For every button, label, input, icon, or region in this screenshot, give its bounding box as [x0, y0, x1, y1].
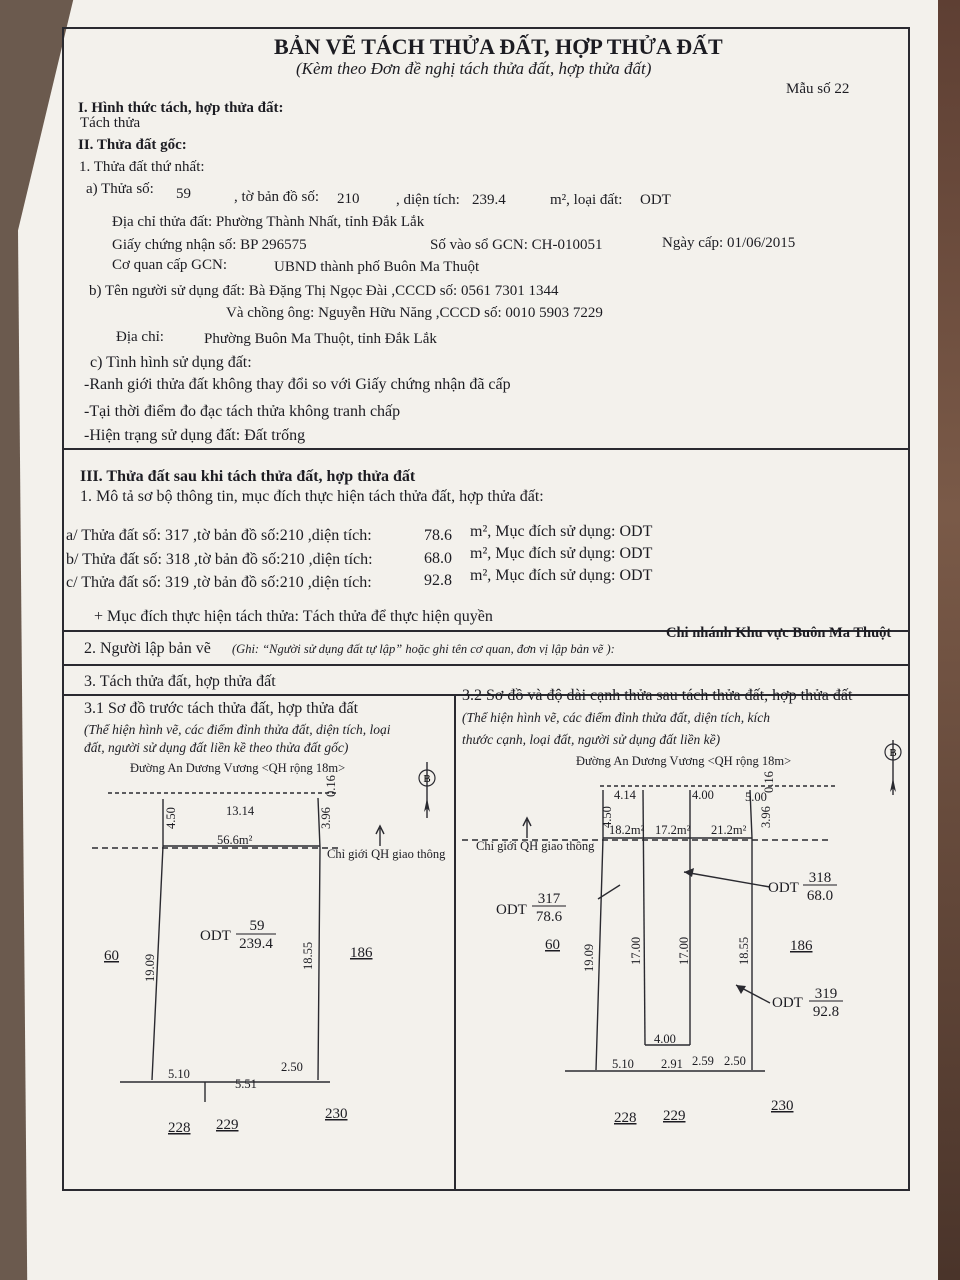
- parcel-317-number: 317: [537, 891, 561, 907]
- parcel-319-area: 92.8: [424, 572, 452, 589]
- strip-area-317: 18.2m²: [609, 823, 645, 837]
- north-label: B: [423, 773, 431, 785]
- sheet-no-label: , tờ bản đồ số:: [234, 189, 320, 205]
- parcel-no-label: a) Thửa số:: [86, 181, 154, 197]
- parcel-318-area: 68.0: [806, 888, 834, 904]
- parcel-319-line: c/ Thửa đất số: 319 ,tờ bản đồ số:210 ,diện tích:: [66, 574, 372, 591]
- top-edge-length: 13.14: [226, 804, 255, 818]
- south-318: 2.91: [661, 1057, 683, 1071]
- corner-offset: 0.16: [324, 775, 338, 797]
- parcel-no-value: 59: [176, 186, 191, 202]
- parcel-317-purpose: m², Mục đích sử dụng: ODT: [470, 523, 653, 540]
- strip-area: 56.6m²: [217, 833, 253, 847]
- drafter-name: Chi nhánh Khu vực Buôn Ma Thuột: [666, 625, 892, 641]
- inner-south-length: 4.00: [654, 1032, 676, 1046]
- owner-address: Phường Buôn Ma Thuột, tỉnh Đắk Lắk: [204, 331, 437, 347]
- issue-date: Ngày cấp: 01/06/2015: [662, 235, 796, 251]
- parcel-318-line: b/ Thửa đất số: 318 ,tờ bản đồ số:210 ,diện tích:: [66, 551, 373, 568]
- split-heading: 3. Tách thửa đất, hợp thửa đất: [84, 673, 276, 690]
- parcel-317-line: a/ Thửa đất số: 317 ,tờ bản đồ số:210 ,diện tích:: [66, 527, 372, 544]
- split-purpose: + Mục đích thực hiện tách thửa: Tách thửa để thực hiện quyền: [94, 608, 493, 625]
- neighbor-230: 230: [325, 1106, 348, 1122]
- odt-319: ODT: [772, 995, 803, 1011]
- parcel-317-area: 78.6: [424, 527, 452, 544]
- front-319: 5.00: [745, 790, 767, 804]
- right-panel-note-2: thước cạnh, loại đất, người sử dụng đất liền kề): [462, 732, 721, 747]
- parcel-318-area: 68.0: [424, 550, 452, 567]
- left-panel-note-2: đất, người sử dụng đất liền kề theo thửa đất gốc): [84, 740, 349, 755]
- parcel-319-area: 92.8: [812, 1004, 840, 1020]
- parcel-address: Địa chỉ thửa đất: Phường Thành Nhất, tỉnh Đắk Lắk: [112, 214, 425, 230]
- strip-depth-east: 3.96: [319, 807, 333, 829]
- south-edge-2: 5.51: [235, 1077, 257, 1091]
- usage-line-1: -Ranh giới thửa đất không thay đổi so với Giấy chứng nhận đã cấp: [84, 376, 511, 393]
- neighbor-230-right: 230: [771, 1098, 794, 1114]
- front-317: 4.14: [614, 788, 636, 802]
- north-label-right: B: [889, 747, 897, 759]
- parcel-317-area: 78.6: [535, 909, 563, 925]
- usage-line-3: -Hiện trạng sử dụng đất: Đất trống: [84, 427, 306, 444]
- section2-heading: II. Thửa đất gốc:: [78, 137, 187, 153]
- first-parcel-heading: 1. Thửa đất thứ nhất:: [79, 159, 205, 175]
- strip-area-318: 17.2m²: [655, 823, 691, 837]
- sheet-no-value: 210: [337, 191, 360, 207]
- parcel-319-east: [750, 790, 752, 1070]
- neighbor-228-right: 228: [614, 1110, 637, 1126]
- issuing-agency-label: Cơ quan cấp GCN:: [112, 257, 227, 273]
- west-edge-317: 19.09: [582, 943, 596, 972]
- owner-address-label: Địa chỉ:: [116, 329, 164, 345]
- strip-area-319: 21.2m²: [711, 823, 747, 837]
- area-value: 239.4: [472, 192, 506, 208]
- land-type-label: m², loại đất:: [550, 192, 623, 208]
- parcel-318-number: 318: [808, 870, 832, 886]
- section3-description: 1. Mô tả sơ bộ thông tin, mục đích thực hiện tách thửa đất, hợp thửa đất:: [80, 488, 544, 505]
- issuing-agency: UBND thành phố Buôn Ma Thuột: [274, 259, 480, 275]
- strip-depth-west: 4.50: [164, 807, 178, 829]
- usage-heading: c) Tình hình sử dụng đất:: [90, 354, 252, 371]
- certificate-book-number: Số vào sổ GCN: CH-010051: [430, 237, 603, 253]
- east-edge-length: 18.55: [301, 941, 315, 970]
- neighbor-186: 186: [350, 945, 373, 961]
- neighbor-229-right: 229: [663, 1108, 686, 1124]
- planning-boundary-label: Chỉ giới QH giao thông: [327, 847, 446, 861]
- usage-line-2: -Tại thời điểm đo đạc tách thửa không tranh chấp: [84, 403, 401, 420]
- section1-heading: I. Hình thức tách, hợp thửa đất:: [78, 100, 284, 116]
- section3-heading: III. Thửa đất sau khi tách thửa đất, hợp thửa đất: [80, 468, 416, 485]
- parcel-area: 239.4: [239, 936, 273, 952]
- drafter-label: 2. Người lập bản vẽ: [84, 640, 211, 657]
- neighbor-229: 229: [216, 1117, 239, 1133]
- road-label-right: Đường An Dương Vương <QH rộng 18m>: [576, 754, 792, 768]
- neighbor-186-right: 186: [790, 938, 813, 954]
- document-title: BẢN VẼ TÁCH THỬA ĐẤT, HỢP THỬA ĐẤT: [274, 34, 723, 59]
- south-edge-3: 2.50: [281, 1060, 303, 1074]
- south-edge-1: 5.10: [168, 1067, 190, 1081]
- south-319b: 2.50: [724, 1054, 746, 1068]
- right-panel-title: 3.2 Sơ đồ và độ dài cạnh thửa sau tách thửa đất, hợp thửa đất: [462, 687, 853, 704]
- planning-boundary-label-right: Chỉ giới QH giao thông: [476, 839, 595, 853]
- drafter-note: (Ghi: “Người sử dụng đất tự lập” hoặc ghi tên cơ quan, đơn vị lập bản vẽ ):: [232, 642, 615, 656]
- document-subtitle: (Kèm theo Đơn đề nghị tách thửa đất, hợp thửa đất): [296, 59, 652, 78]
- neighbor-60-right: 60: [545, 937, 560, 953]
- edge-318-319: 17.00: [677, 936, 691, 965]
- spouse-line: Và chồng ông: Nguyễn Hữu Năng ,CCCD số: 0010 5903 7229: [226, 305, 603, 321]
- strip-depth-east-right: 3.96: [759, 806, 773, 828]
- neighbor-228: 228: [168, 1120, 191, 1136]
- south-319a: 2.59: [692, 1054, 714, 1068]
- neighbor-60: 60: [104, 948, 119, 964]
- arrow-318: [684, 872, 770, 887]
- form-number: Mẫu số 22: [786, 81, 850, 97]
- land-user-line: b) Tên người sử dụng đất: Bà Đặng Thị Ngọc Đài ,CCCD số: 0561 7301 1344: [89, 283, 559, 299]
- area-label: , diện tích:: [396, 192, 460, 208]
- road-label: Đường An Dương Vương <QH rộng 18m>: [130, 761, 346, 775]
- west-edge-length: 19.09: [143, 953, 157, 982]
- odt-318: ODT: [768, 880, 799, 896]
- corner-offset-right: 0.16: [762, 771, 776, 793]
- left-panel-title: 3.1 Sơ đồ trước tách thửa đất, hợp thửa đất: [84, 700, 359, 717]
- parcel-319-number: 319: [814, 986, 838, 1002]
- parcel-318-purpose: m², Mục đích sử dụng: ODT: [470, 545, 653, 562]
- split-type-value: Tách thửa: [80, 115, 141, 131]
- south-317: 5.10: [612, 1057, 634, 1071]
- land-type-value: ODT: [640, 192, 671, 208]
- parcel-number: 59: [249, 918, 265, 934]
- strip-depth-west-right: 4.50: [600, 806, 614, 828]
- front-318: 4.00: [692, 788, 714, 802]
- parcel-317-west: [596, 790, 603, 1070]
- odt-317: ODT: [496, 902, 527, 918]
- land-type-code: ODT: [200, 928, 231, 944]
- left-panel-note-1: (Thể hiện hình vẽ, các điểm đỉnh thửa đất, diện tích, loại: [84, 722, 391, 737]
- certificate-number: Giấy chứng nhận số: BP 296575: [112, 237, 307, 253]
- east-edge-319: 18.55: [737, 936, 751, 965]
- edge-317-318: 17.00: [629, 936, 643, 965]
- right-panel-note-1: (Thể hiện hình vẽ, các điểm đỉnh thửa đất, diện tích, kích: [462, 710, 771, 725]
- parcel-319-purpose: m², Mục đích sử dụng: ODT: [470, 567, 653, 584]
